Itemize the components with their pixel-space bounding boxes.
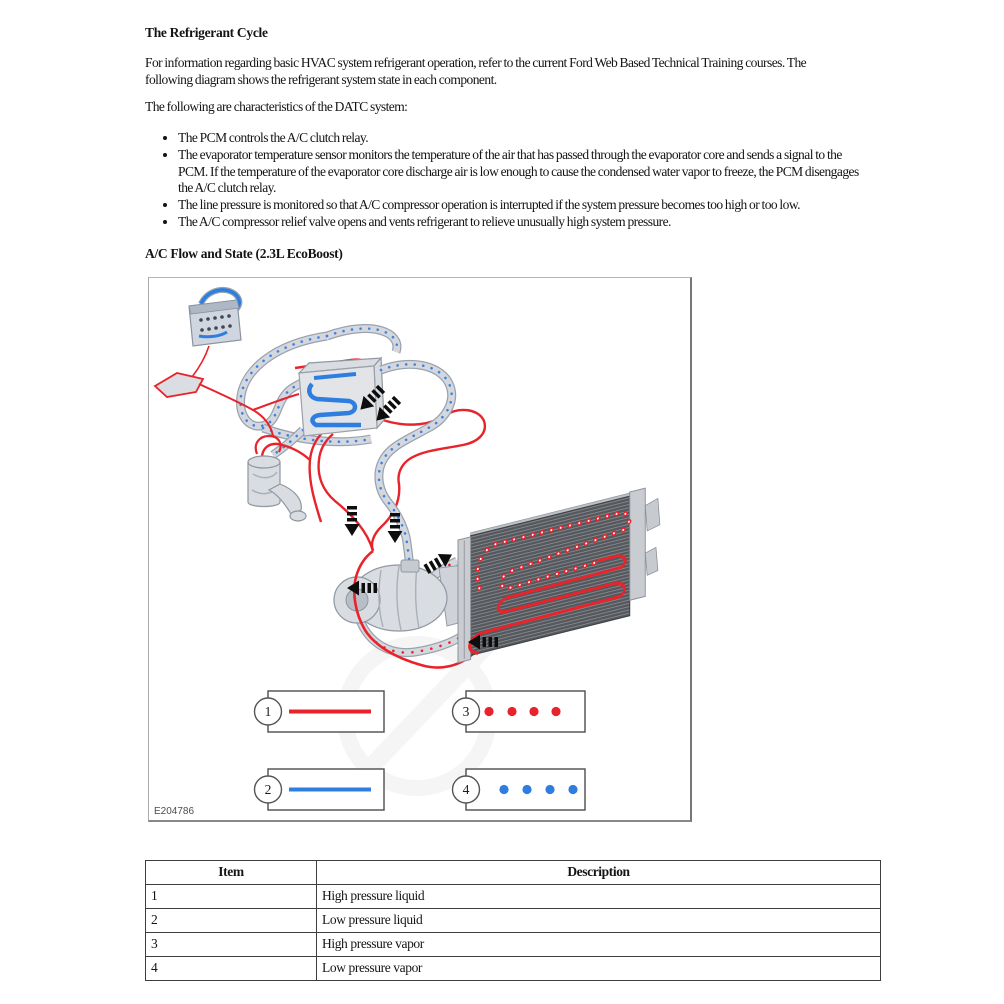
intro-paragraph: For information regarding basic HVAC system refrigerant operation, refer to the current Ford Web Based Technical Training courses. The following diagram shows the refrigerant system state in each component. xyxy=(145,55,807,87)
item-cell-3: 3 xyxy=(146,933,317,957)
description-cell-3: High pressure vapor xyxy=(317,933,881,957)
legend-number-1: 1 xyxy=(264,704,272,719)
col-header-description: Description xyxy=(317,861,881,885)
suction-tube xyxy=(379,364,452,568)
condenser-right-tank xyxy=(630,488,646,600)
description-cell-2: Low pressure liquid xyxy=(317,909,881,933)
bullet-pcm-clutch: • The PCM controls the A/C clutch relay. xyxy=(178,130,868,147)
figure-heading: A/C Flow and State (2.3L EcoBoost) xyxy=(145,246,343,261)
legend-number-2: 2 xyxy=(264,782,272,797)
datc-bullet-list xyxy=(145,130,868,232)
description-cell-1: High pressure liquid xyxy=(317,885,881,909)
legend-item-2-low-pressure-liquid xyxy=(255,769,385,810)
bullet-line-pressure: • The line pressure is monitored so that A/C compressor operation is interrupted if the system pressure becomes too high or too low. xyxy=(178,197,868,214)
legend-item-1-high-pressure-liquid xyxy=(255,691,385,732)
item-description-table xyxy=(145,860,881,981)
item-cell-1: 1 xyxy=(146,885,317,909)
table-row xyxy=(146,909,881,933)
ac-flow-diagram-frame xyxy=(148,277,692,822)
figure-id-label: E204786 xyxy=(154,806,195,817)
item-cell-2: 2 xyxy=(146,909,317,933)
datc-lead-paragraph: The following are characteristics of the DATC system: xyxy=(145,99,408,114)
legend-item-4-low-pressure-vapor xyxy=(453,769,586,810)
table-header-row xyxy=(146,861,881,885)
legend-number-3: 3 xyxy=(462,704,470,719)
bullet-evaporator-sensor: • The evaporator temperature sensor monitors the temperature of the air that has passed through the evaporator core and sends a signal to the PCM. If the temperature of the evaporator core discharge air is low enough to cause the condensed water vapor to freeze, the PCM disengages the A/C clutch relay. xyxy=(178,147,868,197)
legend-number-4: 4 xyxy=(462,782,470,797)
table-row xyxy=(146,957,881,981)
bullet-relief-valve: • The A/C compressor relief valve opens and vents refrigerant to relieve unusually high system pressure. xyxy=(178,214,868,231)
description-cell-4: Low pressure vapor xyxy=(317,957,881,981)
item-cell-4: 4 xyxy=(146,957,317,981)
legend-item-3-high-pressure-vapor xyxy=(453,691,586,732)
receiver-drier xyxy=(248,456,306,521)
table-row xyxy=(146,885,881,909)
high-pressure-lines-upper-left xyxy=(155,346,299,436)
condenser xyxy=(458,485,660,663)
ac-system-diagram xyxy=(149,278,690,820)
page-title: The Refrigerant Cycle xyxy=(145,25,268,40)
col-header-item: Item xyxy=(146,861,317,885)
table-row xyxy=(146,933,881,957)
ac-control-module xyxy=(189,290,241,346)
